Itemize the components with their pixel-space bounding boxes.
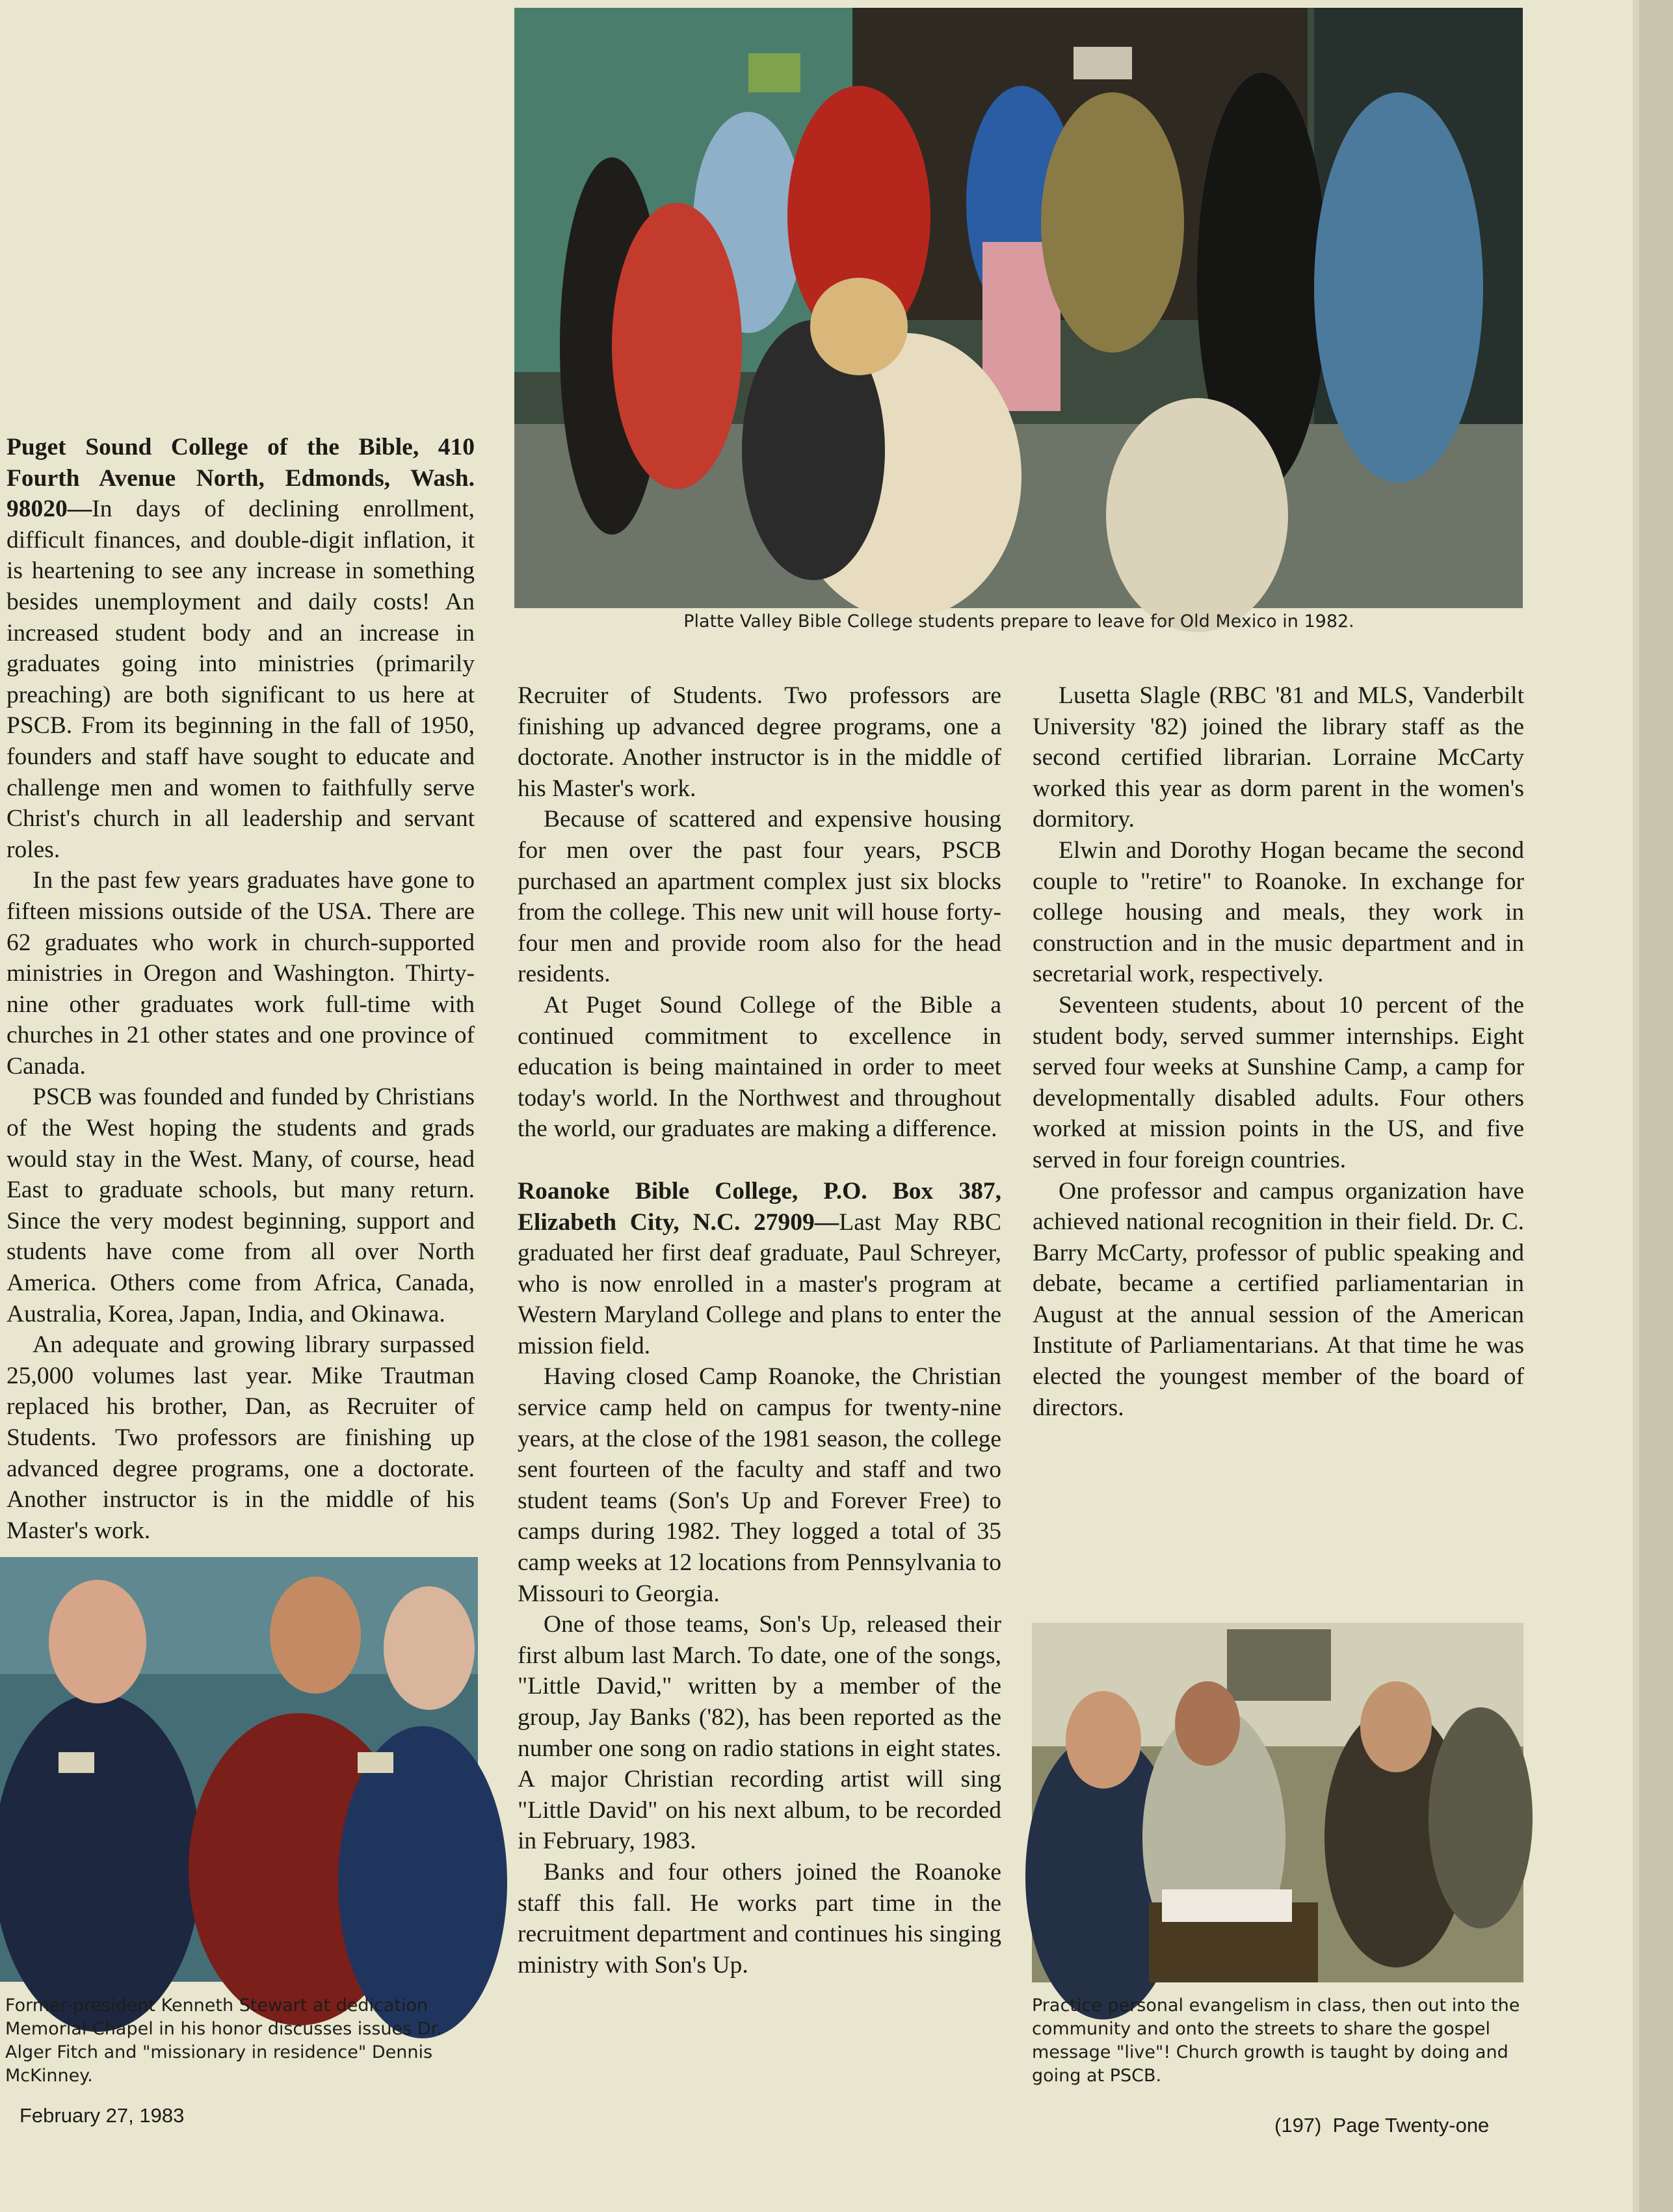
pscb-paragraph-4: An adequate and growing library surpassed 25,000 volumes last year. Mike Trautman replaced his brother, Dan, as Recruiter of Students. Two professors are finishing up advanced degree programs, one a doctorate. Another instructor is in the middle of his Master's work. bbox=[7, 1331, 475, 1544]
photo-dedication-chapel bbox=[0, 1557, 478, 1982]
caption-bottom-left-photo: Former-president Kenneth Stewart at dedication Memorial Chapel in his honor discusses issues Dr. Alger Fitch and "missionary in residence" Dennis McKinney. bbox=[5, 1995, 442, 2086]
column-3 bbox=[1033, 680, 1524, 1423]
rbc-paragraph-3: One of those teams, Son's Up, released their first album last March. To date, one of the songs, "Little David," written by a member of the group, Jay Banks ('82), has been reported as the number one song on radio stations in eight states. A major Christian recording artist will sing "Little David" on his next album, to be recorded in February, 1983. bbox=[518, 1611, 1001, 1855]
pscb-paragraph-2: In the past few years graduates have gone to fifteen missions outside of the USA. There are 62 graduates who work in church-supported ministries in Oregon and Washington. Thirty-nine other graduates work full-time with churches in 21 other states and one province of Canada. bbox=[7, 867, 475, 1080]
pscb-heading: Puget Sound College of the Bible, 410 Fourth Avenue North, Edmonds, Wash. 98020— bbox=[7, 434, 475, 523]
footer-date: February 27, 1983 bbox=[20, 2104, 185, 2127]
rbc-paragraph-7: Seventeen students, about 10 percent of the student body, served summer internships. Eight served four weeks at Sunshine Camp, a camp for developmentally disabled adults. Four others worked at mission points in the US, and five served in four foreign countries. bbox=[1033, 991, 1524, 1173]
column-2 bbox=[518, 680, 1001, 1980]
rbc-paragraph-8: One professor and campus organization have achieved national recognition in their field. Dr. C. Barry McCarty, professor of public speaking and debate, became a certified parliamentarian in August at the annual session of the American Institute of Parliamentarians. At that time he was elected the youngest member of the board of directors. bbox=[1033, 1177, 1524, 1421]
pscb-paragraph-5: Because of scattered and expensive housing for men over the past four years, PSCB purchased an apartment complex just six blocks from the college. This new unit will house forty-four men and provide room also for the head residents. bbox=[518, 806, 1001, 988]
photo-evangelism-class bbox=[1032, 1623, 1523, 1982]
caption-bottom-right-photo: Practice personal evangelism in class, then out into the community and onto the streets to share the gospel message "live"! Church growth is taught by doing and going at PSCB. bbox=[1032, 1995, 1520, 2086]
caption-top-photo: Platte Valley Bible College students prepare to leave for Old Mexico in 1982. bbox=[683, 611, 1354, 632]
rbc-paragraph-4: Banks and four others joined the Roanoke staff this fall. He works part time in the recruitment department and continues his singing ministry with Son's Up. bbox=[518, 1858, 1001, 1979]
rbc-paragraph-1: Roanoke Bible College, P.O. Box 387, Elizabeth City, N.C. 27909—Last May RBC graduated her first deaf graduate, Paul Schreyer, who is now enrolled in a master's program at Western Maryland College and plans to enter the mission field. bbox=[518, 1177, 1001, 1359]
rbc-paragraph-2: Having closed Camp Roanoke, the Christian service camp held on campus for twenty-nine years, at the close of the 1981 season, the college sent fourteen of the faculty and staff and two student teams (Son's Up and Forever Free) to camps during 1982. They logged a total of 35 camp weeks at 12 locations from Pennsylvania to Missouri to Georgia. bbox=[518, 1363, 1001, 1607]
pscb-paragraph-1: Puget Sound College of the Bible, 410 Fourth Avenue North, Edmonds, Wash. 98020—In days of declining enrollment, difficult finances, and double-digit inflation, it is heartening to see any increase in something besides unemployment and daily costs! An increased student body and an increase in graduates going into ministries (primarily preaching) are both significant to us here at PSCB. From its beginning in the fall of 1950, founders and staff have sought to educate and challenge men and women to faithfully serve Christ's church in all leadership and servant roles. bbox=[7, 434, 475, 863]
footer-page-number: (197) Page Twenty-one bbox=[1274, 2114, 1490, 2137]
rbc-paragraph-6: Elwin and Dorothy Hogan became the second couple to "retire" to Roanoke. In exchange for college housing and meals, they work in construction and in the music department and in secretarial work, respectively. bbox=[1033, 836, 1524, 988]
photo-students-leaving bbox=[514, 8, 1523, 608]
page-edge-shadow bbox=[1633, 0, 1639, 2212]
column-1 bbox=[7, 432, 475, 1544]
pscb-paragraph-4-continued: Recruiter of Students. Two professors are finishing up advanced degree programs, one a doctorate. Another instructor is in the middle of his Master's work. bbox=[518, 682, 1001, 802]
pscb-paragraph-3: PSCB was founded and funded by Christians of the West hoping the students and grads would stay in the West. Many, of course, head East to graduate schools, but many return. Since the very modest beginning, support and students have come from all over North America. Others come from Africa, Canada, Australia, Korea, Japan, India, and Okinawa. bbox=[7, 1084, 475, 1327]
page-edge bbox=[1639, 0, 1673, 2212]
rbc-paragraph-5: Lusetta Slagle (RBC '81 and MLS, Vanderbilt University '82) joined the library staff as the second certified librarian. Lorraine McCarty worked this year as dorm parent in the women's dormitory. bbox=[1033, 682, 1524, 833]
pscb-paragraph-6: At Puget Sound College of the Bible a continued commitment to excellence in education is being maintained in order to meet today's world. In the Northwest and throughout the world, our graduates are making a difference. bbox=[518, 991, 1001, 1143]
rbc-heading: Roanoke Bible College, P.O. Box 387, Elizabeth City, N.C. 27909— bbox=[518, 1177, 1001, 1236]
